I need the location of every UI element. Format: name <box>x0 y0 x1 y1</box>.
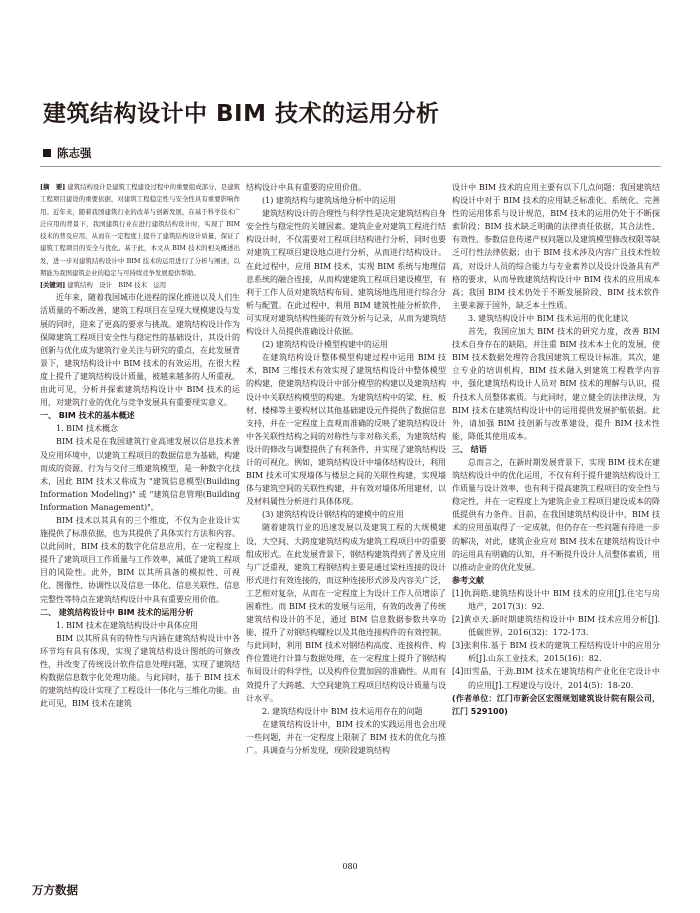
intro-paragraph: 近年来，随着我国城市化进程的深化推进以及人们生活质量的不断改善，建筑工程项目在呈现大规模建设与发展的同时，迎来了更高的要求与挑战。建筑结构设计作为保障建筑工程项目安全性与稳定性的基础设计，其设计的创新与优化成为建筑行业关注与研究的重点，在此发展背景下，建筑结构设计中 BIM 技术的有效运用，在很大程度上提升了建筑结构设计质量，被越来越多的人所重视。由此可见，分析并探索建筑结构设计中 BIM 技术的运用，对建筑行业的优化与竞争发展具有重要现实意义。 <box>40 293 240 408</box>
article-title: 建筑结构设计中 BIM 技术的运用分析 <box>43 101 440 127</box>
square-bullet-icon <box>43 149 51 157</box>
paragraph: BIM 以其所具有的特性与内涵在建筑结构设计中各环节均有具有体现，实现了建筑结构设计图纸的可修改性，并改变了传统设计软件信息处理问题，实现了建筑结构数据信息数字化处理功能。与此同时，基于 BIM 技术的建筑结构设计实现了工程设计一体化与三维化功能。由此可见，BIM 技术在建筑 <box>40 633 240 709</box>
subsection-heading-1-1: 1. BIM 技术概念 <box>56 424 118 434</box>
subheading: (3) 建筑结构设计钢结构的建模中的应用 <box>262 510 404 520</box>
subheading: (1) 建筑结构与建筑场地分析中的运用 <box>262 196 396 206</box>
subsection-heading-2-1: 1. BIM 技术在建筑结构设计中具体应用 <box>56 620 198 630</box>
page-number: 080 <box>342 862 358 871</box>
abstract <box>40 181 240 279</box>
column-1 <box>40 181 240 841</box>
author-affiliation: (作者单位：江门市新会区宏图规划建筑设计院有限公司，江门 529100) <box>452 693 660 716</box>
header-divider <box>40 166 661 167</box>
paragraph: BIM 技术以其具有的三个维度，不仅为企业设计实施提供了标准依据，也为其提供了具体实行方法和内容。以此同时，BIM 技术的数字化信息应用，在一定程度上提升了建筑项目工作质量与工作效率，减低了建筑工程项目的风险性。此外，BIM 以其所具备的模拟性、可视化、图像性、协调性以及信息一体化、信息关联性、信息完整性等特点在建筑结构设计中具有重要应用价值。 <box>40 515 240 604</box>
reference-item: [1]仇润皓.建筑结构设计中 BIM 技术的应用[J].住宅与房地产，2017(3)：92. <box>452 588 660 611</box>
abstract-label: [摘 要] <box>40 183 66 191</box>
author-line <box>43 145 92 161</box>
section-heading-1: 一、 BIM 技术的基本概述 <box>40 411 135 421</box>
author-name: 陈志强 <box>57 146 92 160</box>
paragraph: BIM 技术是在我国建筑行业高速发展以信息技术普及应用环境中，以建筑工程项目的数据信息为基础，构建而成的资源、行为与交付三维建筑模型，是一种数字化技术，因此 BIM 技术又称成为 "建筑信息模型(Building Information Modeling)" 或 "建筑信息管理(Building Information Management)"。 <box>40 437 240 512</box>
column-3 <box>452 181 660 841</box>
paragraph: 建筑结构设计的合理性与科学性是决定建筑结构自身安全性与稳定性的关键因素。建筑企业对建筑工程进行结构设计时，不仅需要对工程项目结构进行分析，同时也要对建筑工程项目建设地点进行分析，从而进行结构设计。在此过程中，应用 BIM 技术，实现 BIM 系统与地理信息系统的融合连接，从而构建建筑工程项目建设模型，有利于工作人员对建筑结构布局、建筑场地选用进行综合分析与配置。在此过程中，利用 BIM 建筑性能分析软件，可实现对建筑结构性能的有效分析与记录，从而为建筑结构设计人员提供准确设计依据。 <box>246 209 446 337</box>
paragraph: 在建筑结构设计整体模型构建过程中运用 BIM 技术，BIM 三维技术有效实现了建筑结构设计中整体模型的构建，使建筑结构设计中部分模型的构建以及建筑结构设计中关联结构模型的构建。为建筑结构中的梁、柱、板材、楼梯等主要构材以其他基础建设元件提供了数据信息支持，并在一定程度上直观而准确的反映了建筑结构设计中各关联性结构之间的对称性与非对称关系，为建筑结构设计的修改与调整提供了有利条件，并实现了建筑结构设计的可视化。例如，建筑结构设计中墙体结构设计，利用 BIM 技术可实现墙体与楼层之间的关联性构建，实现墙体与建筑空间的关联性构建，并有效对墙体所用建材，以及材料属性分析进行具体体现。 <box>246 353 446 507</box>
paragraph: 总而言之，在新时期发展背景下，实现 BIM 技术在建筑结构设计中的优化运用，不仅有利于提升建筑结构设计工作质量与设计效率，也有利于提高建筑工程项目的安全性与稳定性，并在一定程度上为建筑企业工程项目建设成本的降低提供有力条件。目前，在我国建筑结构设计中，BIM 技术的应用虽取得了一定成就，但仍存在一些问题有待进一步的解决，对此，建筑企业应对 BIM 技术在建筑结构设计中的运用具有明确的认知，并不断提升设计人员整体素质，用以推动企业的优化发展。 <box>452 457 660 572</box>
section-heading-2: 二、 建筑结构设计中 BIM 技术的运用分析 <box>40 607 194 617</box>
section-heading-3: 三、 结语 <box>452 444 487 454</box>
column-2 <box>246 181 446 841</box>
subheading: 2. 建筑结构设计中 BIM 技术运用存在的问题 <box>262 706 423 716</box>
reference-item: [4]田雪晶，于劲.BIM 技术在建筑结构产业化住宅设计中的应用[J].工程建设与设计，2014(5)：18-20. <box>452 667 660 690</box>
reference-item: [3]张利伟.基于 BIM 技术的建筑工程结构设计中的应用分析[J].山东工业技术，2015(16)：82. <box>452 641 660 664</box>
reference-item: [2]黄卓天.新时期建筑结构设计中 BIM 技术应用分析[J].低碳世界，2016(32)：172-173. <box>452 615 660 638</box>
keywords-text: 建筑结构 设计 BIM 技术 运用 <box>67 281 167 290</box>
keywords <box>40 279 240 291</box>
paragraph: 结构设计中具有重要的应用价值。 <box>246 183 366 192</box>
subheading: 3. 建筑结构设计中 BIM 技术运用的优化建议 <box>468 313 629 323</box>
paragraph: 随着建筑行业的迅速发展以及建筑工程的大规模建设，大空间、大跨度建筑结构成为建筑工程项目中的重要组成形式。在此发展背景下，钢结构建筑得到了普及应用与广泛重视，建筑工程钢结构主要是通过梁柱连接的设计形式进行有效连接的，而这种连接形式涉及内容关广泛，工艺相对复杂，从而在一定程度上为设计工作人员增添了困难性。而 BIM 技术的发展与运用，有效的改善了传统建筑结构设计的不足，通过 BIM 信息数据参数共享功能，提升了对钢结构螺栓以及其他连接构件的有效控制。与此同时，利用 BIM 技术对钢结构高度、连接构件、构件位置进行计算与数据处理，在一定程度上提升了钢结构布局设计的科学性，以及构件位置加固的准确性。从而有效提升了大跨越、大空间建筑工程项目结构设计质量与设计水平。 <box>246 523 446 703</box>
paragraph: 首先，我国应加大 BIM 技术的研究力度，改善 BIM 技术自身存在的缺陷，并注重 BIM 技术本土化的发展，使 BIM 技术数据处理符合我国建筑工程设计标准。其次，建立专业的培训机构，BIM 技术融入到建筑工程教学内容中，强化建筑结构设计人员对 BIM 技术的理解与认识，提升技术人员整体素质。与此同时，建立健全的法律法规，为 BIM 技术在建筑结构设计中的运用提供发展护航依据。此外，请加强 BIM 技创新与改革建设，提升 BIM 技术性能，降低其使用成本。 <box>452 327 660 441</box>
wanfang-watermark: 万方数据 <box>32 883 78 897</box>
paragraph: 在建筑结构设计中，BIM 技术的实践运用也会出现一些问题，并在一定程度上限制了 BIM 技术的优化与推广。具调查与分析发现，现阶段建筑结构 <box>246 719 446 756</box>
references-title: 参考文献 <box>452 575 484 585</box>
paragraph: 设计中 BIM 技术的应用主要有以下几点问题：我国建筑结构设计中对于 BIM 技术的应用缺乏标准化、系统化、完善性的运用体系与设计规范，BIM 技术的运用仍处于不断探索阶段；BIM 技术缺乏明确的法律责任依据，其合法性、有效性、参数信息传递产权问题以及建筑模型修改权限等缺乏可行性法律依据；由于 BIM 技术涉及内容广且技术性较高，对设计人员的综合能力与专业素养以及设计设备具有严格的要求，从而导致建筑结构设计中 BIM 技术的应用成本高；我国 BIM 技术仍处于不断发展阶段，BIM 技术软件主要来源于国外，缺乏本土性质。 <box>452 183 660 310</box>
subheading: (2) 建筑结构设计模型构建中的运用 <box>262 340 388 350</box>
keywords-label: [关键词] <box>40 281 66 290</box>
abstract-text: 建筑结构设计是建筑工程建设过程中的重要组成部分，是建筑工程项目建设的重要依据，对建筑工程稳定性与安全性具有重要影响作用。近年来，随着我国建筑行业的改革与创新发展，在基于科学技术广泛应用的背景下，我国建筑行业在进行建筑结构设计时，实现了 BIM 技术的普及应用，从而在一定程度上提升了建筑结构设计质量，保证了建筑工程项目的安全与优化。基于此，本文从 BIM 技术的相关概述出发，进一步对建筑结构设计中 BIM 技术的运用进行了分析与阐述，以期能为我国建筑企业的稳定与可持续竞争发展提供帮助。 <box>40 183 240 278</box>
